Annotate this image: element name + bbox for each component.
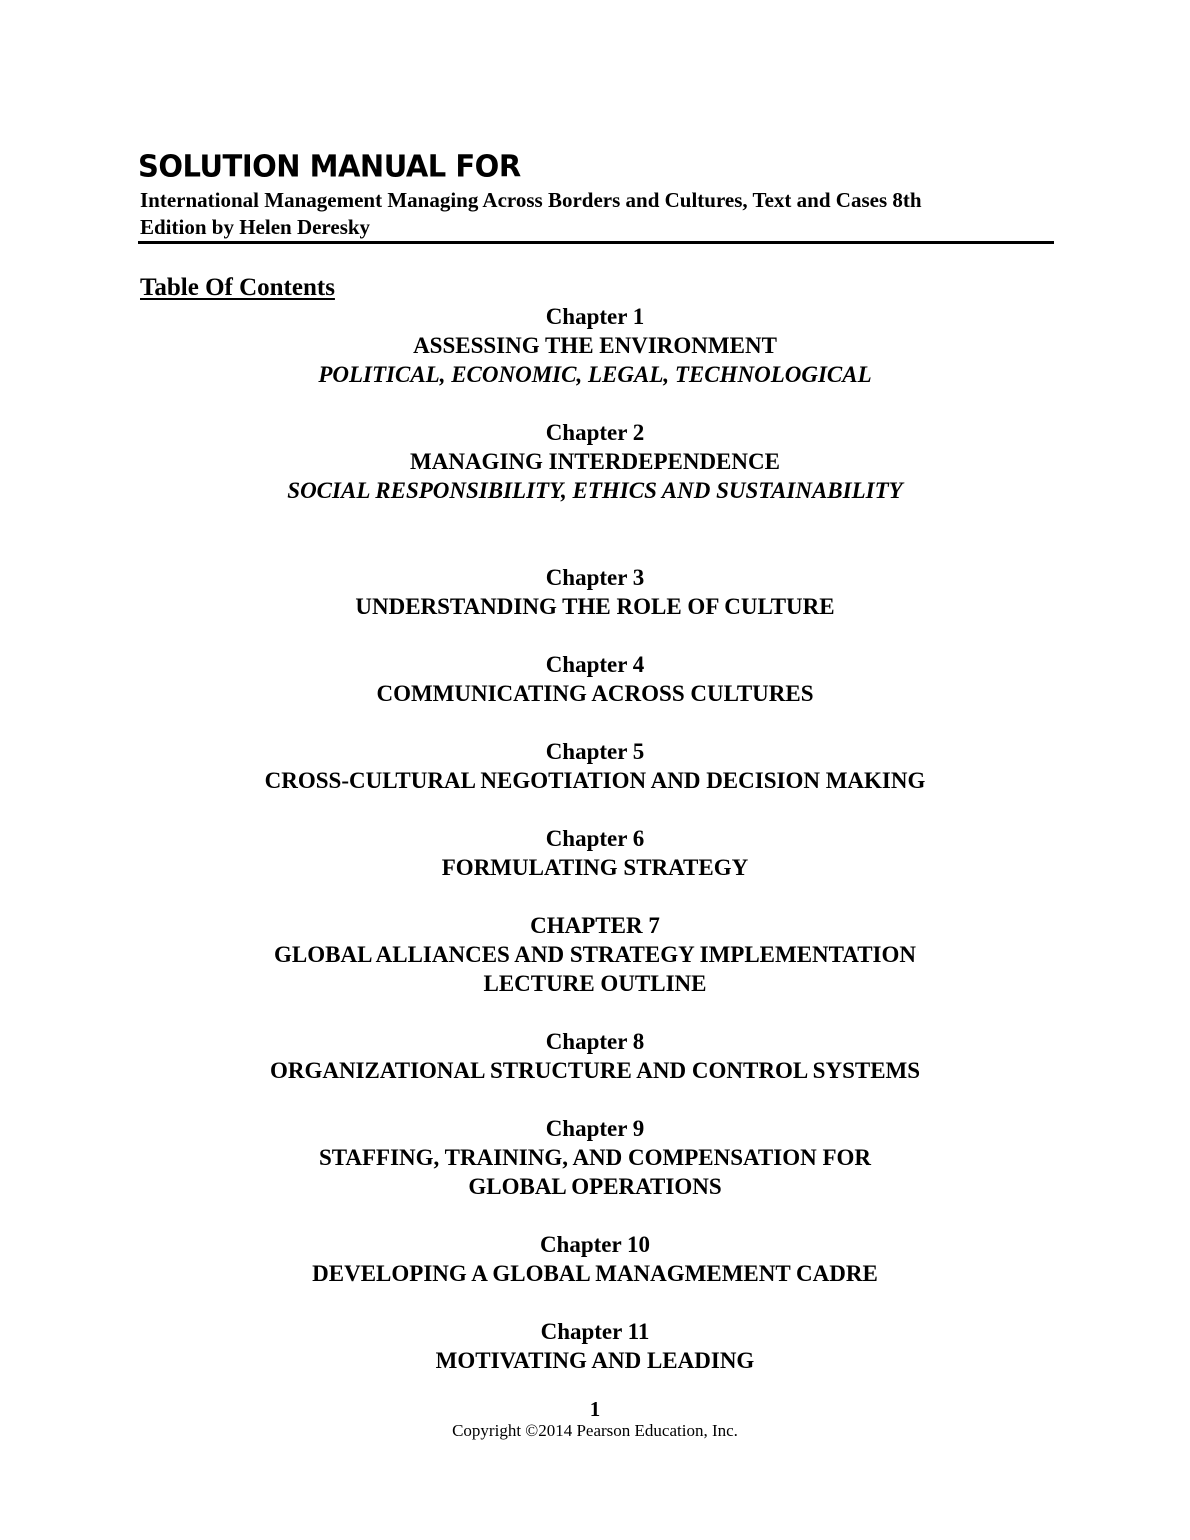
toc-heading: Table Of Contents [140,274,335,301]
chapter-title-line-2: LECTURE OUTLINE [483,971,707,996]
chapter-title: STAFFING, TRAINING, AND COMPENSATION FOR [318,1145,872,1170]
subtitle-line-2: Edition by Helen Deresky [140,215,371,239]
toc-chapter-1 [140,302,1050,389]
toc-chapter-10 [140,1230,1050,1288]
chapter-label: Chapter 3 [545,565,645,590]
subtitle-line-1: International Management Managing Across Borders and Cultures, Text and Cases 8th [140,188,922,212]
chapter-title: ASSESSING THE ENVIRONMENT [413,333,777,358]
chapter-label: Chapter 2 [545,420,645,445]
title-divider [138,241,1054,244]
chapter-title: COMMUNICATING ACROSS CULTURES [376,681,814,706]
chapter-label: Chapter 11 [540,1319,650,1344]
toc-chapter-3 [140,563,1050,621]
toc-chapter-5 [140,737,1050,795]
chapter-subtitle: POLITICAL, ECONOMIC, LEGAL, TECHNOLOGICAL [318,362,872,387]
document-title: SOLUTION MANUAL FOR [138,148,521,184]
toc-chapter-2 [140,418,1050,505]
chapter-label: Chapter 5 [545,739,645,764]
chapter-title: ORGANIZATIONAL STRUCTURE AND CONTROL SYSTEMS [269,1058,921,1083]
chapter-title: UNDERSTANDING THE ROLE OF CULTURE [355,594,835,619]
chapter-label: CHAPTER 7 [530,913,660,938]
chapter-title-line-2: GLOBAL OPERATIONS [468,1174,722,1199]
chapter-title: MOTIVATING AND LEADING [435,1348,755,1373]
chapter-label: Chapter 9 [545,1116,645,1141]
chapter-label: Chapter 8 [545,1029,645,1054]
page-footer [0,1397,1190,1441]
toc-chapter-11 [140,1317,1050,1375]
copyright-notice: Copyright ©2014 Pearson Education, Inc. [452,1421,738,1440]
chapter-label: Chapter 6 [545,826,645,851]
document-subtitle [140,187,1040,241]
chapter-title: MANAGING INTERDEPENDENCE [410,449,780,474]
toc-chapter-6 [140,824,1050,882]
page-number: 1 [589,1397,601,1421]
chapter-subtitle: SOCIAL RESPONSIBILITY, ETHICS AND SUSTAINABILITY [287,478,903,503]
chapter-label: Chapter 10 [539,1232,651,1257]
toc-chapter-4 [140,650,1050,708]
toc-chapter-7 [140,911,1050,998]
chapter-title: GLOBAL ALLIANCES AND STRATEGY IMPLEMENTATION [274,942,916,967]
table-of-contents [140,302,1050,1404]
chapter-title: DEVELOPING A GLOBAL MANAGMEMENT CADRE [312,1261,878,1286]
chapter-title: FORMULATING STRATEGY [441,855,749,880]
toc-chapter-9 [140,1114,1050,1201]
toc-chapter-8 [140,1027,1050,1085]
chapter-label: Chapter 1 [545,304,645,329]
chapter-label: Chapter 4 [545,652,645,677]
chapter-title: CROSS-CULTURAL NEGOTIATION AND DECISION MAKING [264,768,926,793]
